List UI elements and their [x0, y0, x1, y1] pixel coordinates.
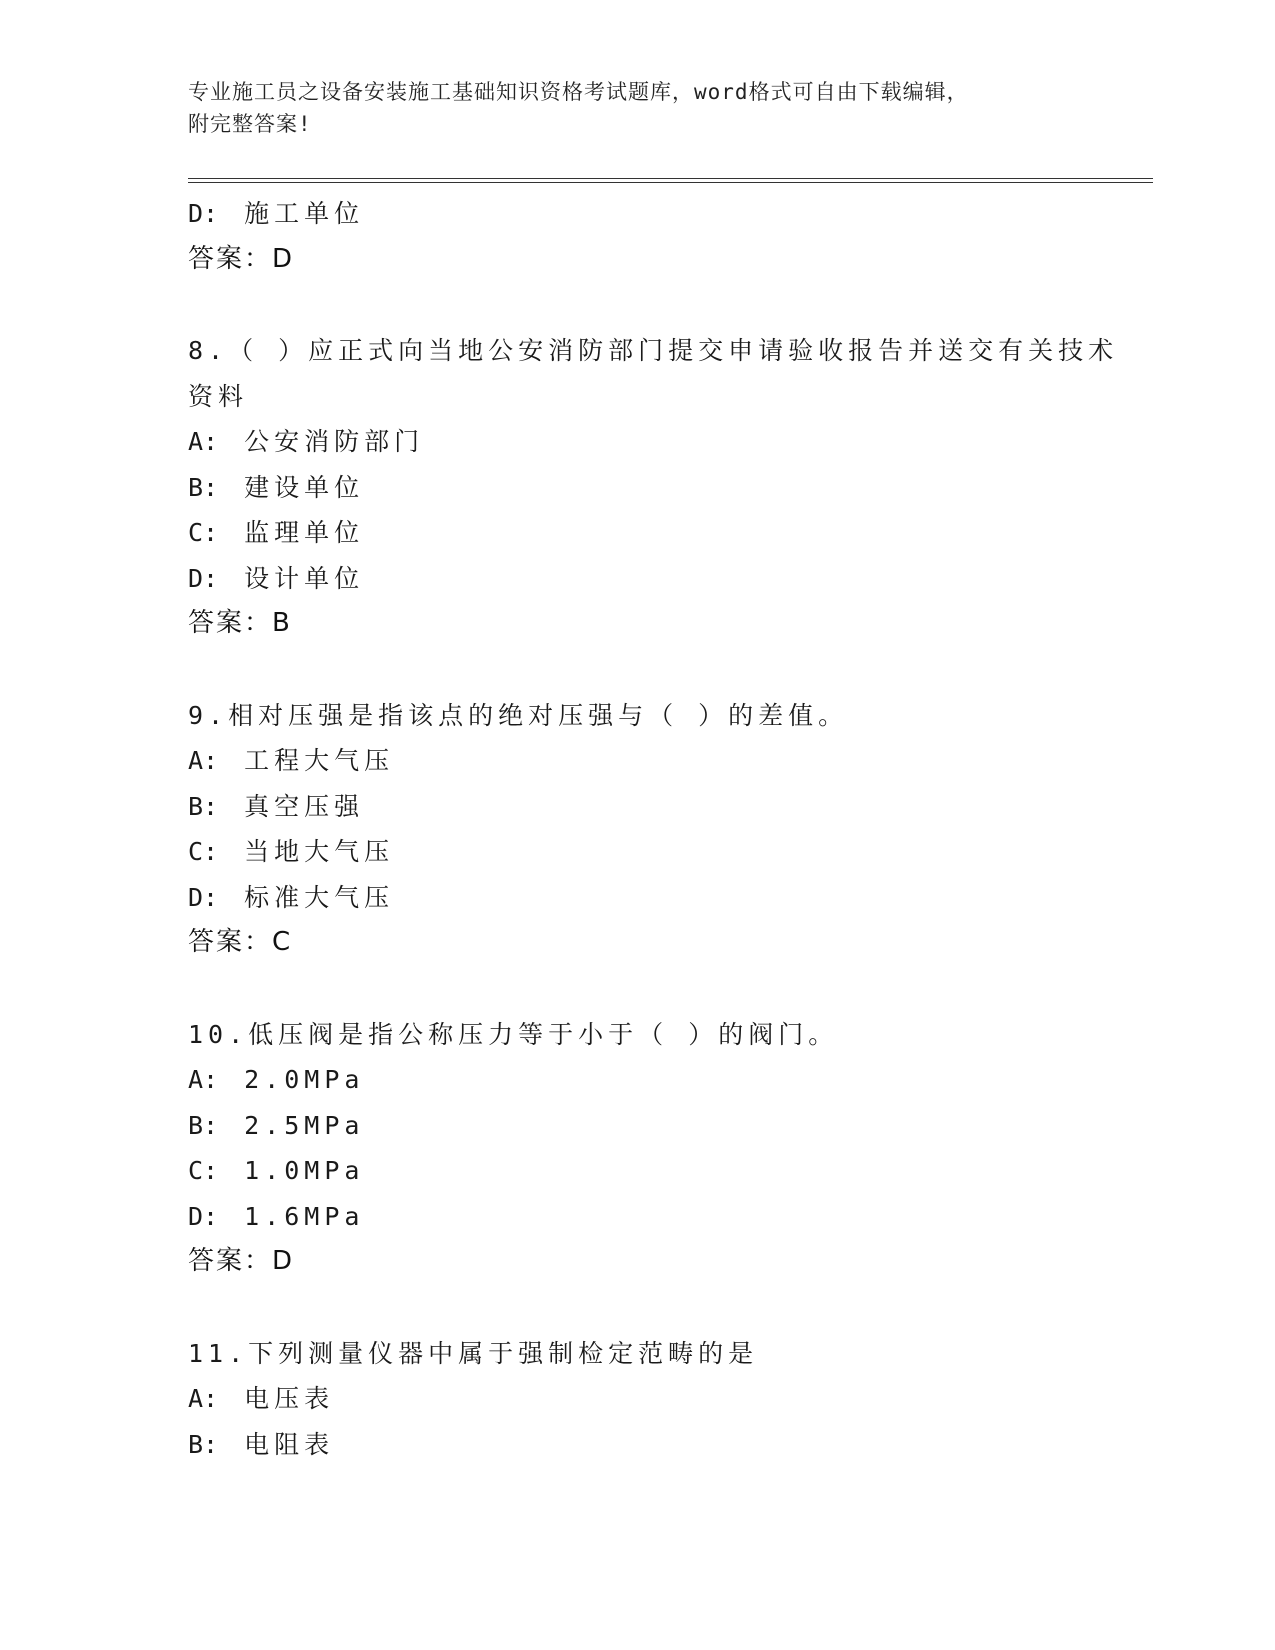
option-label: B:	[188, 1429, 219, 1459]
option-label: A:	[188, 1065, 219, 1094]
option-label: B:	[188, 791, 219, 821]
option-text: 电压表	[244, 1384, 335, 1413]
option-text: 标准大气压	[244, 882, 395, 912]
header-divider-top	[188, 178, 1153, 179]
option-label: D:	[188, 199, 219, 228]
question-11-stem: 11.下列测量仪器中属于强制检定范畴的是	[188, 1338, 759, 1368]
option-label: D:	[188, 1201, 219, 1231]
option-label: B:	[188, 472, 219, 502]
question-list	[188, 191, 1153, 1467]
option-label: A:	[188, 427, 219, 456]
option-d	[188, 1194, 1153, 1240]
document-header	[188, 76, 1088, 140]
option-d	[188, 556, 1153, 602]
option-d	[188, 191, 1153, 237]
option-c	[188, 829, 1153, 875]
option-b	[188, 784, 1153, 830]
option-label: D:	[188, 882, 219, 912]
question-8-stem-continued: 资料	[188, 381, 249, 411]
option-text: 当地大气压	[244, 837, 395, 866]
option-text: 1.0MPa	[244, 1156, 365, 1185]
option-a	[188, 419, 1153, 465]
option-text: 施工单位	[244, 199, 365, 228]
option-text: 监理单位	[244, 518, 365, 547]
option-d	[188, 875, 1153, 921]
question-8-stem: 8.（ ）应正式向当地公安消防部门提交申请验收报告并送交有关技术	[188, 336, 1119, 365]
option-a	[188, 1376, 1153, 1422]
header-line-2: 附完整答案!	[188, 112, 312, 136]
option-c	[188, 1148, 1153, 1194]
option-label: B:	[188, 1110, 219, 1140]
option-b	[188, 465, 1153, 511]
header-line-1: 专业施工员之设备安装施工基础知识资格考试题库，word格式可自由下载编辑，	[188, 80, 969, 104]
option-label: C:	[188, 518, 219, 547]
answer-line: 答案：D	[188, 243, 295, 274]
answer-line: 答案：D	[188, 1246, 295, 1276]
option-text: 电阻表	[244, 1429, 335, 1459]
header-divider-bottom	[188, 182, 1153, 183]
option-text: 设计单位	[244, 563, 365, 593]
question-10-stem: 10.低压阀是指公称压力等于小于（ ）的阀门。	[188, 1019, 839, 1049]
option-b	[188, 1103, 1153, 1149]
option-label: A:	[188, 746, 219, 775]
option-label: D:	[188, 563, 219, 593]
option-text: 工程大气压	[244, 746, 395, 775]
option-text: 2.5MPa	[244, 1110, 365, 1140]
answer-line: 答案：C	[188, 927, 293, 957]
document-page	[188, 0, 1153, 1650]
option-text: 1.6MPa	[244, 1201, 365, 1231]
option-c	[188, 510, 1153, 556]
option-label: A:	[188, 1384, 219, 1413]
question-9-stem: 9.相对压强是指该点的绝对压强与（ ）的差值。	[188, 700, 849, 730]
option-text: 真空压强	[244, 791, 365, 821]
option-label: C:	[188, 1156, 219, 1185]
option-label: C:	[188, 837, 219, 866]
option-text: 2.0MPa	[244, 1065, 365, 1094]
option-text: 公安消防部门	[244, 427, 425, 456]
option-b	[188, 1422, 1153, 1468]
option-a	[188, 738, 1153, 784]
option-a	[188, 1057, 1153, 1103]
answer-line: 答案：B	[188, 608, 292, 638]
option-text: 建设单位	[244, 472, 365, 502]
